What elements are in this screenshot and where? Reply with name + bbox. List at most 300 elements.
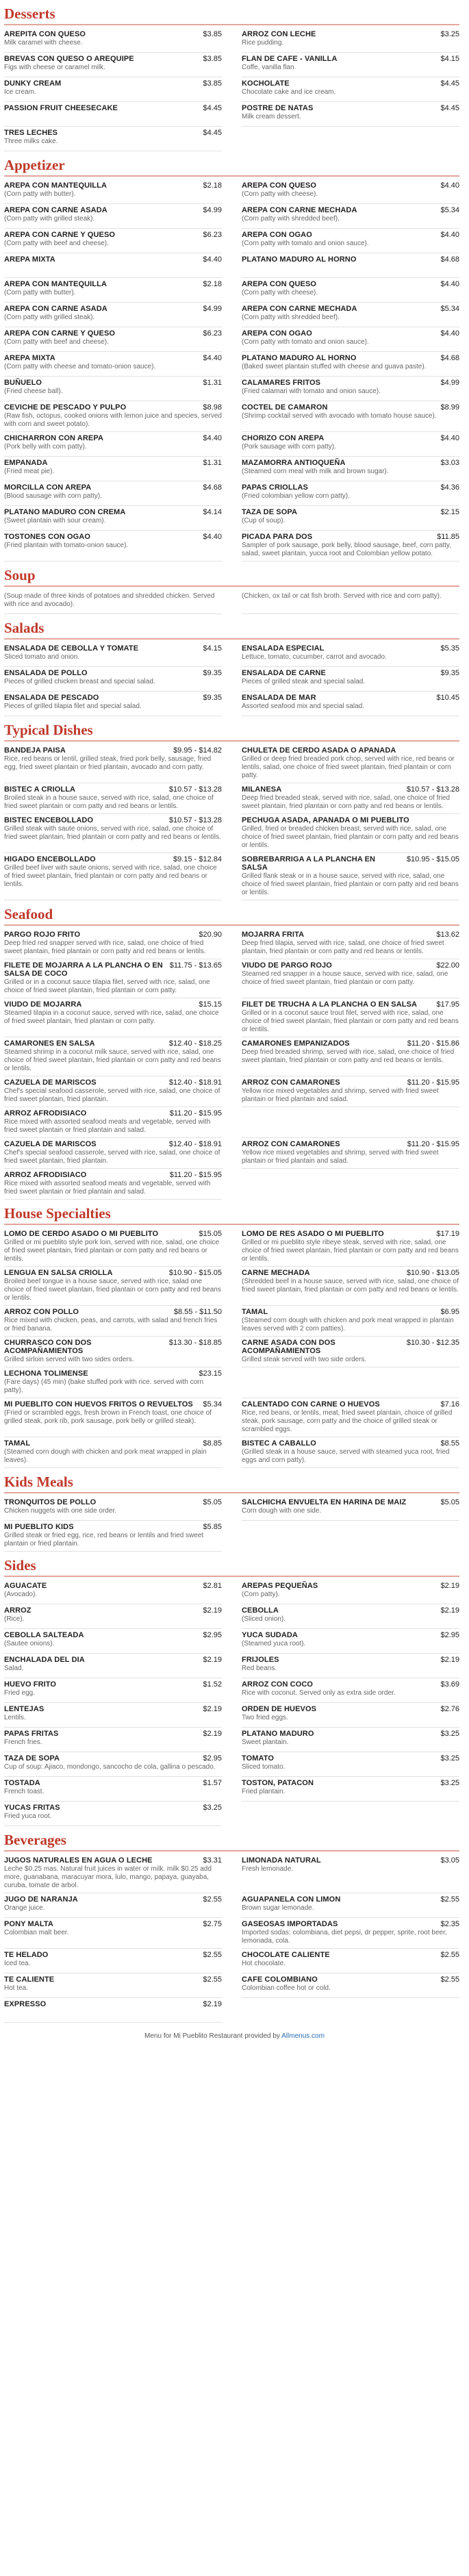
menu-item	[242, 1037, 459, 1076]
item-price: $3.85	[203, 30, 222, 38]
item-description: Rice, red beans or lentil, grilled steak, fried pork belly, sausage, fried egg, fried sweet plantain or fried plantain, avocado and corn patty.	[4, 755, 212, 771]
item-name: BREVAS CON QUESO O AREQUIPE	[4, 55, 134, 63]
item-name: YUCAS FRITAS	[4, 1804, 60, 1812]
menu-item	[242, 783, 459, 814]
item-description: Chef's special seafood casserole, served with rice, salad, one choice of fried sweet plantain, fried plantain.	[4, 1087, 220, 1103]
menu-item	[4, 1037, 222, 1076]
item-price: $2.19	[203, 1730, 222, 1738]
item-price: $4.40	[440, 329, 459, 338]
item-name: ENSALADA ESPECIAL	[242, 644, 325, 653]
menu-item	[4, 1367, 222, 1398]
item-price: $4.40	[440, 434, 459, 442]
item-name: SOBREBARRIGA A LA PLANCHA EN SALSA	[242, 855, 376, 872]
item-price: $2.75	[203, 1920, 222, 1928]
menu-item	[4, 853, 222, 900]
item-description: Brown sugar lemonade.	[242, 1904, 314, 1912]
item-description: Leche $0.25 mas. Natural fruit juices in water or milk. milk $0.25 add more, guanabana, maracuyar mora, lulo, mango, papaya, guayaba, curuba, tomate de arbol.	[4, 1865, 212, 1889]
item-description: Yellow rice mixed vegetables and shrimp, served with fried sweet plantain or fried plantain and salad.	[242, 1149, 439, 1165]
item-name: CAFE COLOMBIANO	[242, 1975, 318, 1984]
menu-item	[4, 744, 222, 783]
item-price: $11.20 - $15.95	[407, 1078, 459, 1087]
menu-item	[242, 28, 459, 53]
item-name: AREPA CON QUESO	[242, 280, 317, 288]
item-price: $13.30 - $18.85	[168, 1339, 222, 1347]
item-name: ARROZ CON CAMARONES	[242, 1140, 340, 1148]
menu-item	[242, 77, 459, 102]
item-price: $2.19	[203, 1705, 222, 1713]
item-price: $2.95	[203, 1631, 222, 1639]
item-name: AREPA CON OGAO	[242, 329, 312, 338]
section-title: House Specialties	[4, 1205, 459, 1225]
item-description: Deep fried tilapia, served with rice, salad, one choice of fried sweet plantain, fried plantain or corn patty and red beans or lentils.	[242, 939, 444, 955]
item-price: $8.99	[440, 403, 459, 412]
menu-item	[242, 1973, 459, 1998]
menu-item	[4, 457, 222, 481]
item-price: $3.25	[440, 1754, 459, 1763]
item-name: CHORIZO CON AREPA	[242, 434, 325, 442]
section-items	[4, 1580, 459, 1826]
item-name: MI PUEBLITO KIDS	[4, 1523, 74, 1531]
menu-item	[242, 1306, 459, 1337]
item-description: Red beans.	[242, 1665, 277, 1672]
menu-item	[4, 352, 222, 377]
item-name: JUGO DE NARANJA	[4, 1895, 78, 1904]
menu-item	[4, 204, 222, 229]
item-price: $8.85	[203, 1439, 222, 1448]
item-price: $3.05	[440, 1856, 459, 1865]
item-name: CAMARONES EMPANIZADOS	[242, 1039, 350, 1048]
item-description: (Pork sausage with corn patty).	[242, 443, 336, 451]
item-price: $4.40	[440, 280, 459, 288]
menu-item	[4, 1728, 222, 1752]
item-name: BISTEC ENCEBOLLADO	[4, 816, 94, 824]
item-description: (Corn patty with shredded beef).	[242, 215, 340, 223]
menu-item	[242, 377, 459, 401]
item-price: $2.95	[440, 1631, 459, 1639]
item-name: PICADA PARA DOS	[242, 533, 313, 541]
item-price: $5.05	[440, 1498, 459, 1506]
menu-item	[242, 179, 459, 204]
menu-item	[242, 1678, 459, 1703]
item-name: CHULETA DE CERDO ASADA O APANADA	[242, 746, 396, 755]
menu-item	[4, 1973, 222, 1998]
item-name: CEVICHE DE PESCADO Y PULPO	[4, 403, 127, 412]
menu-item	[4, 481, 222, 506]
item-name: VIUDO DE PARGO ROJO	[242, 961, 332, 970]
item-price: $3.69	[440, 1680, 459, 1689]
item-description: Sliced tomato and onion.	[4, 653, 80, 661]
item-description: French fries.	[4, 1739, 42, 1746]
item-price: $2.18	[203, 181, 222, 190]
menu-item	[4, 179, 222, 204]
item-price: $10.57 - $13.28	[406, 785, 459, 794]
item-price: $3.25	[203, 1804, 222, 1812]
menu-item	[242, 1949, 459, 1973]
item-price: $3.25	[440, 1779, 459, 1787]
menu-item	[242, 1107, 459, 1138]
item-description: Deep fried red snapper served with rice, salad, one choice of fried sweet plantain, fried plantain or corn patty and red beans or lentils.	[4, 939, 206, 955]
item-name: TAMAL	[242, 1308, 268, 1316]
item-price: $2.55	[440, 1951, 459, 1959]
footer-text: Menu for Mi Pueblito Restaurant provided by	[144, 2032, 282, 2040]
item-name: POSTRE DE NATAS	[242, 104, 314, 112]
item-description: Grilled beef liver with saute onions, served with rice, salad, one choice of fried sweet plantain, fried plantain or corn patty and red beans or lentils.	[4, 864, 217, 888]
item-description: (Steamed yuca root).	[242, 1640, 306, 1647]
section-items	[4, 744, 459, 900]
menu-item	[242, 744, 459, 783]
item-price: $5.34	[440, 206, 459, 214]
item-price: $12.40 - $18.91	[168, 1078, 222, 1087]
menu-item	[4, 1496, 222, 1521]
item-description: (Sautee onions).	[4, 1640, 55, 1647]
item-description: Grilled steak or fried egg, rice, red beans or lentils and fried sweet plantain or fried plantain.	[4, 1532, 204, 1548]
menu-item	[4, 278, 222, 303]
menu-item	[242, 531, 459, 561]
menu-item	[242, 590, 459, 614]
menu-item	[4, 53, 222, 77]
item-name: ENSALADA DE PESCADO	[4, 694, 99, 702]
item-price: $10.57 - $13.28	[168, 816, 222, 824]
menu-page	[0, 5, 469, 2023]
menu-item	[242, 278, 459, 303]
menu-item	[242, 102, 459, 127]
item-price: $2.18	[203, 280, 222, 288]
item-price: $4.45	[203, 104, 222, 112]
item-description: (Raw fish, octopus, cooked onions with lemon juice and species, served with corn and sweet potato).	[4, 412, 222, 428]
item-name: PAPAS CRIOLLAS	[242, 483, 308, 492]
item-price: $3.03	[440, 459, 459, 467]
item-description: (Corn patty with tomato and onion sauce).	[242, 338, 369, 346]
item-description: (Baked sweet plantain stuffed with cheese and guava paste).	[242, 363, 427, 370]
item-name: SALCHICHA ENVUELTA EN HARINA DE MAIZ	[242, 1498, 407, 1506]
item-description: Sampler of pork sausage, pork belly, blood sausage, beef, corn patty, salad, sweet plantain, yucca root and Colombian yellow potato.	[242, 542, 451, 557]
section-items	[4, 1496, 459, 1552]
item-description: Grilled or mi pueblito style pork loin, served with rice, salad, one choice of fried sweet plantain, fried plantain or corn patty and red beans or lentils.	[4, 1239, 220, 1263]
item-description: (Avocado).	[4, 1591, 38, 1598]
item-price: $2.19	[440, 1656, 459, 1664]
menu-item	[4, 590, 222, 614]
section-title: Appetizer	[4, 157, 459, 177]
menu-item	[4, 1306, 222, 1337]
item-price: $9.95 - $14.82	[173, 746, 222, 755]
item-price: $4.40	[203, 255, 222, 264]
menu-item	[4, 377, 222, 401]
footer-link[interactable]: Allmenus.com	[281, 2032, 325, 2040]
section-title: Kids Meals	[4, 1474, 459, 1493]
item-name: PLATANO MADURO	[242, 1730, 314, 1738]
menu-item	[4, 1107, 222, 1138]
item-description: Rice mixed with chicken, peas, and carrots, with salad and french fries or fried banana.	[4, 1317, 218, 1333]
item-description: (Fried meat pie).	[4, 468, 55, 475]
menu-item	[4, 327, 222, 352]
item-description: Three milks cake.	[4, 138, 58, 145]
section-items	[4, 179, 459, 561]
item-name: AREPA CON CARNE Y QUESO	[4, 329, 116, 338]
item-name: TOMATO	[242, 1754, 275, 1763]
item-price: $2.55	[440, 1895, 459, 1904]
item-description: Rice pudding.	[242, 39, 284, 47]
menu-item	[4, 28, 222, 53]
item-price: $10.45	[436, 694, 459, 702]
item-name: GASEOSAS IMPORTADAS	[242, 1920, 338, 1928]
item-name: MORCILLA CON AREPA	[4, 483, 92, 492]
menu-item	[4, 1777, 222, 1802]
item-price: $4.15	[440, 55, 459, 63]
item-name: BANDEJA PAISA	[4, 746, 66, 755]
item-price: $2.55	[440, 1975, 459, 1984]
item-description: Assorted seafood mix and special salad.	[242, 703, 364, 710]
item-description: (Corn patty with shredded beef).	[242, 314, 340, 321]
section-items	[4, 1228, 459, 1468]
item-name: PLATANO MADURO AL HORNO	[242, 354, 357, 362]
menu-item	[242, 1398, 459, 1437]
menu-item	[242, 401, 459, 432]
item-name: ENSALADA DE CARNE	[242, 669, 326, 677]
item-description: (Corn patty with butter).	[4, 289, 76, 296]
item-name: CAZUELA DE MARISCOS	[4, 1140, 97, 1148]
item-description: Deep fried breaded steak, served with rice, salad, one choice of fried sweet plantain, fried plantain or corn patty and red beans or lentils.	[242, 794, 451, 810]
item-description: (Corn patty with cheese).	[242, 289, 318, 296]
item-price: $4.36	[440, 483, 459, 492]
item-description: (Corn patty with cheese and tomato-onion sauce).	[4, 363, 156, 370]
item-price: $10.57 - $13.28	[168, 785, 222, 794]
item-description: (Corn patty).	[242, 1591, 280, 1598]
menu-item	[4, 1267, 222, 1306]
item-price: $3.85	[203, 79, 222, 88]
item-description: (Sweet plantain with sour cream).	[4, 517, 106, 525]
item-price: $2.55	[203, 1951, 222, 1959]
item-price: $2.15	[440, 508, 459, 516]
menu-item	[4, 1893, 222, 1918]
item-price: $10.95 - $15.05	[406, 855, 459, 863]
item-price: $5.85	[203, 1523, 222, 1531]
menu-item	[242, 1076, 459, 1107]
item-price: $4.68	[203, 483, 222, 492]
item-name: TAZA DE SOPA	[242, 508, 298, 516]
item-price: $4.99	[440, 379, 459, 387]
item-description: Pieces of grilled chicken breast and special salad.	[4, 678, 155, 685]
item-price: $8.55 - $11.50	[173, 1308, 222, 1316]
menu-item	[242, 1138, 459, 1169]
item-price: $6.95	[440, 1308, 459, 1316]
item-description: Figs with cheese or caramel milk.	[4, 64, 105, 71]
item-price: $5.35	[440, 644, 459, 653]
menu-item	[242, 506, 459, 531]
menu-item	[4, 127, 222, 151]
menu-item	[242, 481, 459, 506]
item-price: $4.68	[440, 255, 459, 264]
menu-item	[4, 642, 222, 667]
item-price: $5.05	[203, 1498, 222, 1506]
item-description: (Shredded beef in a house sauce, served with rice, salad, one choice of fried sweet plantain, fried plantain or corn patty and red beans or lentils.	[242, 1278, 459, 1293]
item-name: PARGO ROJO FRITO	[4, 931, 81, 939]
item-price: $4.40	[203, 434, 222, 442]
item-description: (Corn patty with beef and cheese).	[4, 240, 109, 247]
menu-item	[4, 1604, 222, 1629]
section-title: Beverages	[4, 1832, 459, 1852]
item-price: $17.19	[436, 1230, 459, 1238]
item-name: PONY MALTA	[4, 1920, 53, 1928]
menu-item	[242, 204, 459, 229]
item-description: Orange juice.	[4, 1904, 45, 1912]
item-name: LENGUA EN SALSA CRIOLLA	[4, 1269, 113, 1277]
item-description: (Pork belly with corn patty).	[4, 443, 87, 451]
item-name: CAZUELA DE MARISCOS	[4, 1078, 97, 1087]
item-price: $2.35	[440, 1920, 459, 1928]
item-name: AREPA CON CARNE Y QUESO	[4, 231, 116, 239]
section-items	[4, 929, 459, 1200]
item-description: (Soup made of three kinds of potatoes and shredded chicken. Served with rice and avocado).	[4, 592, 215, 608]
item-description: (Steamed corn dough with chicken and pork meat wrapped in plain leaves).	[4, 1448, 207, 1464]
item-description: Coffe, vanilla flan.	[242, 64, 296, 71]
item-description: Iced tea.	[4, 1960, 31, 1967]
menu-item	[4, 1521, 222, 1552]
item-name: TAMAL	[4, 1439, 31, 1448]
item-name: EMPANADA	[4, 459, 48, 467]
menu-item	[4, 531, 222, 561]
item-description: Grilled flank steak or in a house sauce, served with rice, salad, one choice of fried sweet plantain, fried plantain or corn patty and red beans or lentils.	[242, 872, 459, 896]
menu-item	[4, 1854, 222, 1893]
item-price: $2.19	[203, 2000, 222, 2008]
item-name: ARROZ AFRODISIACO	[4, 1109, 87, 1117]
item-description: Chef's special seafood casserole, served with rice, salad, one choice of fried sweet plantain, fried plantain.	[4, 1149, 220, 1165]
item-description: Ice cream.	[4, 88, 36, 96]
menu-item	[4, 229, 222, 253]
item-description: Rice with coconut. Served only as extra side order.	[242, 1689, 396, 1697]
item-name: MILANESA	[242, 785, 282, 794]
item-name: TE HELADO	[4, 1951, 49, 1959]
item-name: ARROZ CON POLLO	[4, 1308, 79, 1316]
item-description: (Corn patty with cheese).	[242, 190, 318, 198]
item-price: $4.40	[440, 181, 459, 190]
menu-item	[242, 1777, 459, 1802]
item-description: (Shrimp cocktail served with avocado with tomato house sauce).	[242, 412, 437, 420]
item-name: PLATANO MADURO AL HORNO	[242, 255, 357, 264]
item-price: $1.31	[203, 379, 222, 387]
item-description: Broiled beef tongue in a house sauce, served with rice, salad one choice of fried sweet plantain, fried plantain or corn patty and red beans or lentils.	[4, 1278, 221, 1302]
item-name: MAZAMORRA ANTIOQUEÑA	[242, 459, 346, 467]
menu-item	[242, 457, 459, 481]
item-name: PAPAS FRITAS	[4, 1730, 59, 1738]
section-items	[4, 28, 459, 151]
item-name: TRES LECHES	[4, 129, 58, 137]
menu-item	[4, 1580, 222, 1604]
menu-item	[242, 1580, 459, 1604]
item-description: (Fried plantain with tomato-onion sauce).	[4, 542, 129, 549]
item-price: $20.90	[199, 931, 222, 939]
menu-item	[4, 102, 222, 127]
item-name: BISTEC A CRIOLLA	[4, 785, 76, 794]
item-description: Sweet plantain.	[242, 1739, 289, 1746]
item-description: Broiled steak in a house sauce, served with rice, salad, one choice of fried sweet plantain or corn patty and red beans or lentils.	[4, 794, 214, 810]
item-description: Grilled steak served with two side orders.	[242, 1356, 367, 1363]
item-name: FLAN DE CAFE - VANILLA	[242, 55, 338, 63]
item-description: Two fried eggs.	[242, 1714, 288, 1721]
menu-item	[242, 1893, 459, 1918]
menu-item	[242, 352, 459, 377]
item-price: $11.20 - $15.95	[407, 1140, 459, 1148]
menu-item	[4, 1678, 222, 1703]
menu-item	[4, 506, 222, 531]
footer	[0, 2032, 469, 2040]
menu-item	[242, 853, 459, 900]
item-name: AREPITA CON QUESO	[4, 30, 86, 38]
item-price: $8.55	[440, 1439, 459, 1448]
item-name: KOCHOLATE	[242, 79, 290, 88]
item-name: AREPA CON CARNE MECHADA	[242, 206, 357, 214]
item-description: Fried plantain.	[242, 1788, 286, 1795]
item-name: TRONQUITOS DE POLLO	[4, 1498, 97, 1506]
menu-item	[242, 1752, 459, 1777]
item-description: Steamed red snapper in a house sauce, served with rice, salad, one choice of fried sweet plantain, fried plantain or corn patty.	[242, 970, 448, 986]
item-description: Grilled steak with saute onions, served with rice, salad, one choice of fried sweet plantain, fried plantain or corn patty and red beans or lentils.	[4, 825, 221, 841]
menu-item	[4, 1138, 222, 1169]
item-description: Rice, red beans, or lentils, meat, fried sweet plantain, choice of grilled steak, pork sausage, corn patty and the choice of grilled steak or scrambled eggs.	[242, 1409, 453, 1433]
item-name: ARROZ	[4, 1606, 31, 1615]
item-name: CEBOLLA SALTEADA	[4, 1631, 84, 1639]
item-price: $4.45	[440, 104, 459, 112]
item-name: AREPA MIXTA	[4, 354, 55, 362]
item-name: ENSALADA DE MAR	[242, 694, 316, 702]
item-price: $4.40	[440, 231, 459, 239]
item-price: $2.19	[440, 1606, 459, 1615]
item-name: PECHUGA ASADA, APANADA O MI PUEBLITO	[242, 816, 409, 824]
item-name: ENSALADA DE POLLO	[4, 669, 88, 677]
item-price: $3.25	[440, 30, 459, 38]
item-name: TOSTADA	[4, 1779, 40, 1787]
item-price: $1.31	[203, 459, 222, 467]
item-description: Pieces of grilled steak and special salad.	[242, 678, 366, 685]
item-price: $4.45	[203, 129, 222, 137]
item-name: CAMARONES EN SALSA	[4, 1039, 95, 1048]
menu-item	[4, 77, 222, 102]
item-price: $2.81	[203, 1582, 222, 1590]
menu-item	[242, 1728, 459, 1752]
item-description: Rice mixed with assorted seafood meats and vegetable, served with fried sweet plantain or fried plantain and salad.	[4, 1180, 211, 1196]
item-price: $4.40	[203, 533, 222, 541]
item-description: (Fried calamari with tomato and onion sauce).	[242, 388, 381, 395]
menu-item	[242, 1703, 459, 1728]
item-name: LENTEJAS	[4, 1705, 45, 1713]
item-description: Grilled or deep fried breaded pork chop, served with rice, red beans or lentils, salad, one choice of fried sweet plantain, fried plantain or corn patty.	[242, 755, 455, 779]
item-name: FRIJOLES	[242, 1656, 279, 1664]
item-description: Lettuce, tomato, cucumber, carrot and avocado.	[242, 653, 387, 661]
item-name: AREPA CON MANTEQUILLA	[4, 181, 107, 190]
item-description: Chocolate cake and ice cream.	[242, 88, 336, 96]
item-price: $23.15	[199, 1369, 222, 1378]
menu-item	[4, 667, 222, 692]
menu-item	[242, 1367, 459, 1398]
item-description: (Corn patty with beef and cheese).	[4, 338, 109, 346]
item-description: (Corn patty with tomato and onion sauce).	[242, 240, 369, 247]
menu-item	[242, 432, 459, 457]
item-description: (Blood sausage with corn patty).	[4, 492, 102, 500]
section-items	[4, 590, 459, 614]
item-name: CALENTADO CON CARNE O HUEVOS	[242, 1400, 380, 1409]
item-price: $17.95	[436, 1000, 459, 1009]
item-name: CARNE ASADA CON DOS ACOMPAÑAMIENTOS	[242, 1339, 335, 1355]
item-name: ENCHALADA DEL DIA	[4, 1656, 85, 1664]
item-name: FILETE DE MOJARRA A LA PLANCHA O EN SALSA DE COCO	[4, 961, 163, 978]
menu-item	[4, 929, 222, 959]
item-name: ARROZ AFRODISIACO	[4, 1171, 87, 1179]
item-name: LOMO DE CERDO ASADO O MI PUEBLITO	[4, 1230, 159, 1238]
menu-item	[4, 692, 222, 716]
item-description: (Corn patty with grilled steak).	[4, 215, 95, 223]
item-price: $10.90 - $13.05	[406, 1269, 459, 1277]
item-description: (Corn patty with grilled steak).	[4, 314, 95, 321]
menu-item	[4, 303, 222, 327]
